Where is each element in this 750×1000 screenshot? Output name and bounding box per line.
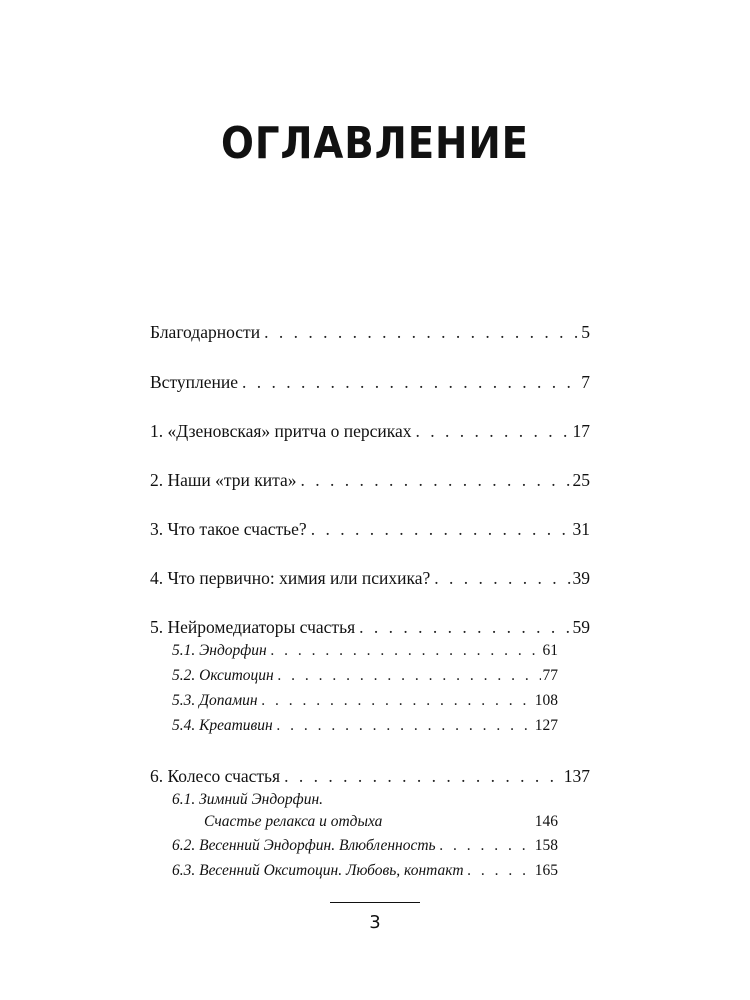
toc-entry-section-5-3 bbox=[172, 691, 558, 711]
toc-entry-label: 3. Что такое счастье? bbox=[150, 519, 307, 539]
dot-leader bbox=[278, 666, 541, 686]
toc-entry-page: 7 bbox=[581, 372, 590, 392]
toc-entry-intro bbox=[150, 371, 590, 393]
toc-entry-label: 6.2. Весенний Эндорфин. Влюбленность bbox=[172, 837, 436, 854]
page-title: ОГЛАВЛЕНИЕ bbox=[221, 118, 529, 169]
dot-leader bbox=[284, 765, 562, 787]
dot-leader bbox=[242, 371, 579, 393]
dot-leader bbox=[271, 641, 541, 661]
toc-entry-page: 25 bbox=[572, 470, 590, 490]
toc-entry-page: 61 bbox=[542, 642, 558, 659]
toc-entry-page: 17 bbox=[572, 421, 590, 441]
toc-entry-gratitude bbox=[150, 321, 590, 343]
toc-entry-label: Благодарности bbox=[150, 322, 261, 342]
toc-entry-chapter-6 bbox=[150, 765, 590, 787]
toc-entry-label: 5.2. Окситоцин bbox=[172, 667, 274, 684]
dot-leader bbox=[434, 567, 570, 589]
toc-entry-page: 146 bbox=[534, 813, 558, 830]
toc-entry-page: 59 bbox=[572, 617, 590, 637]
toc-entry-section-5-1 bbox=[172, 641, 558, 661]
toc-entry-page: 39 bbox=[572, 568, 590, 588]
toc-entry-label: 4. Что первично: химия или психика? bbox=[150, 568, 431, 588]
toc-entry-page: 137 bbox=[563, 766, 590, 786]
footer-rule bbox=[330, 902, 420, 903]
toc-entry-page: 158 bbox=[534, 837, 558, 854]
toc-entry-chapter-5 bbox=[150, 616, 590, 638]
toc-entry-label-continued: Счастье релакса и отдыха bbox=[204, 813, 383, 830]
dot-leader bbox=[277, 716, 533, 736]
dot-leader bbox=[468, 861, 533, 881]
toc-entry-section-5-4 bbox=[172, 716, 558, 736]
toc-entry-chapter-4 bbox=[150, 567, 590, 589]
toc-entry-section-6-1 bbox=[172, 789, 558, 833]
toc-entry-label: 6.1. Зимний Эндорфин. bbox=[172, 791, 324, 808]
toc-entry-page: 77 bbox=[542, 667, 558, 684]
toc-entry-page: 108 bbox=[534, 692, 558, 709]
dot-leader bbox=[311, 518, 571, 540]
toc-entry-label: 5.3. Допамин bbox=[172, 692, 258, 709]
toc-entry-page: 5 bbox=[581, 322, 590, 342]
toc-entry-chapter-3 bbox=[150, 518, 590, 540]
dot-leader bbox=[300, 469, 570, 491]
toc-entry-label: 2. Наши «три кита» bbox=[150, 470, 297, 490]
toc-entry-section-6-2 bbox=[172, 836, 558, 856]
toc-entry-label: 6.3. Весенний Окситоцин. Любовь, контакт bbox=[172, 862, 464, 879]
page-number: 3 bbox=[369, 912, 381, 933]
toc-entry-page: 127 bbox=[534, 717, 558, 734]
toc-entry-chapter-1 bbox=[150, 420, 590, 442]
toc-entry-label: 5.1. Эндорфин bbox=[172, 642, 267, 659]
toc-entry-label: Вступление bbox=[150, 372, 238, 392]
toc-entry-label: 5. Нейромедиаторы счастья bbox=[150, 617, 356, 637]
toc-entry-label: 1. «Дзеновская» притча о персиках bbox=[150, 421, 412, 441]
dot-leader bbox=[264, 321, 579, 343]
toc-entry-label: 5.4. Креативин bbox=[172, 717, 273, 734]
toc-entry-label: 6. Колесо счастья bbox=[150, 766, 281, 786]
toc-entry-chapter-2 bbox=[150, 469, 590, 491]
dot-leader bbox=[262, 691, 533, 711]
toc-entry-page: 165 bbox=[534, 862, 558, 879]
toc-entry-section-6-3 bbox=[172, 861, 558, 881]
dot-leader bbox=[440, 836, 533, 856]
toc-entry-section-5-2 bbox=[172, 666, 558, 686]
dot-leader bbox=[359, 616, 570, 638]
toc-entry-page: 31 bbox=[572, 519, 590, 539]
dot-leader bbox=[416, 420, 571, 442]
